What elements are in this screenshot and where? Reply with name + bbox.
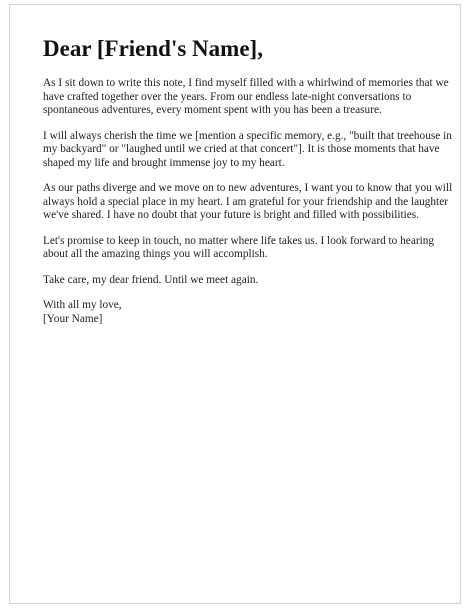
letter-page xyxy=(9,4,461,604)
letter-closing: With all my love, xyxy=(43,299,122,311)
letter-paragraph-2: I will always cherish the time we [mention a specific memory, e.g., "built that treehouse in my backyard" or "laughed until we cried at that concert"]. It is those moments that have shaped my life and brought immense joy to my heart. xyxy=(43,129,452,169)
letter-body xyxy=(43,35,453,326)
letter-sign-off xyxy=(43,299,453,326)
letter-paragraph-5: Take care, my dear friend. Until we meet again. xyxy=(43,273,259,286)
letter-greeting: Dear [Friend's Name], xyxy=(43,36,263,61)
letter-paragraph-3: As our paths diverge and we move on to new adventures, I want you to know that you will always hold a special place in my heart. I am grateful for your friendship and the laughter we've shared. I have no doubt that your future is bright and filled with possibilities. xyxy=(43,182,453,221)
letter-paragraph-1: As I sit down to write this note, I find myself filled with a whirlwind of memories that we have crafted together over the years. From our endless late-night conversations to spontaneous adventures, every moment spent with you has been a treasure. xyxy=(43,77,449,116)
letter-paragraph-4: Let's promise to keep in touch, no matter where life takes us. I look forward to hearing about all the amazing things you will accomplish. xyxy=(43,234,435,260)
letter-signature: [Your Name] xyxy=(43,312,103,325)
